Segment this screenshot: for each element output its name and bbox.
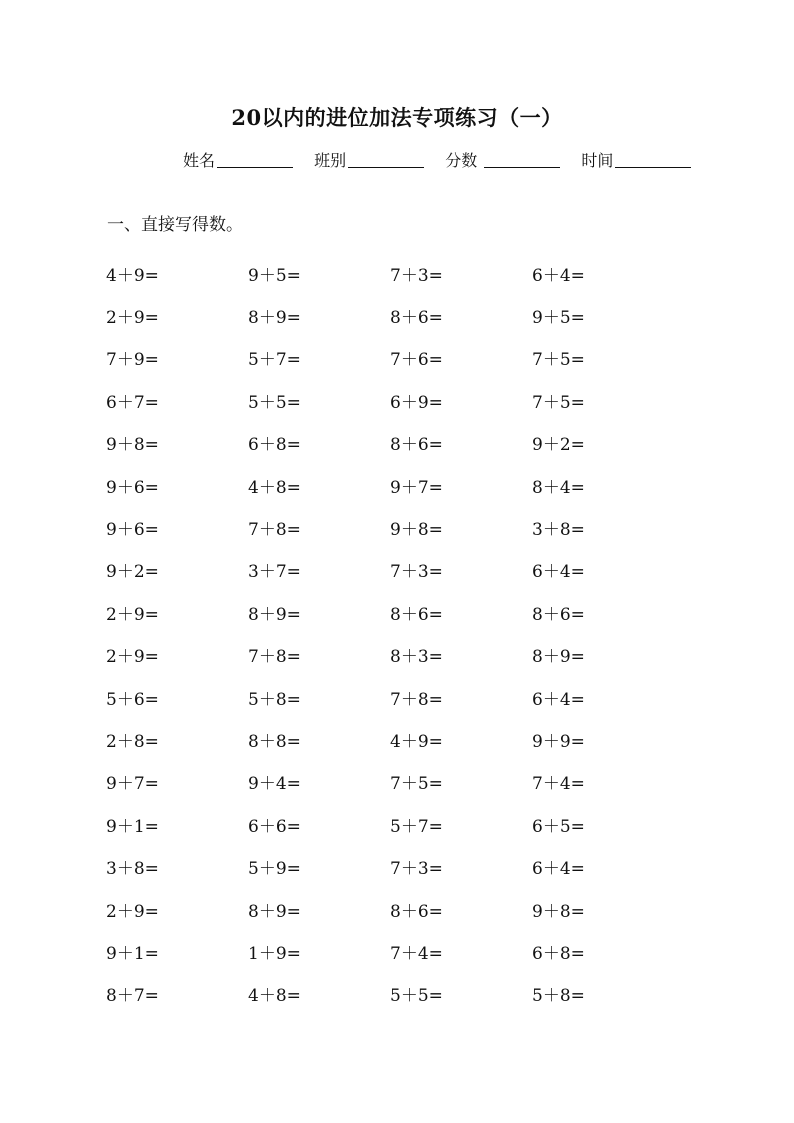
problem-item[interactable]: 5＋9= xyxy=(248,859,301,880)
problem-item[interactable]: 6＋5= xyxy=(532,816,585,837)
problem-row xyxy=(106,634,706,676)
problem-item[interactable]: 7＋4= xyxy=(390,943,443,964)
score-field xyxy=(445,148,560,171)
problem-item[interactable]: 9＋2= xyxy=(532,435,585,456)
problem-item[interactable]: 7＋9= xyxy=(106,350,159,371)
problem-row xyxy=(106,888,706,930)
problem-item[interactable]: 8＋7= xyxy=(106,986,159,1007)
problem-item[interactable]: 8＋6= xyxy=(532,604,585,625)
problem-row xyxy=(106,379,706,421)
problem-row xyxy=(106,676,706,718)
problem-item[interactable]: 9＋9= xyxy=(532,731,585,752)
problem-item[interactable]: 9＋8= xyxy=(390,520,443,541)
problem-item[interactable]: 3＋7= xyxy=(248,562,301,583)
problem-item[interactable]: 9＋1= xyxy=(106,816,159,837)
problem-item[interactable]: 5＋6= xyxy=(106,689,159,710)
problem-item[interactable]: 4＋8= xyxy=(248,477,301,498)
problem-item[interactable]: 6＋8= xyxy=(248,435,301,456)
problem-item[interactable]: 6＋6= xyxy=(248,816,301,837)
problem-row xyxy=(106,930,706,972)
name-label: 姓名 xyxy=(183,151,216,170)
problem-item[interactable]: 8＋6= xyxy=(390,308,443,329)
problem-row xyxy=(106,506,706,548)
problem-item[interactable]: 7＋4= xyxy=(532,774,585,795)
problem-row xyxy=(106,845,706,887)
problem-item[interactable]: 6＋4= xyxy=(532,859,585,880)
problem-row xyxy=(106,464,706,506)
problem-item[interactable]: 9＋1= xyxy=(106,943,159,964)
problem-item[interactable]: 8＋9= xyxy=(532,647,585,668)
problem-item[interactable]: 3＋8= xyxy=(532,520,585,541)
problem-row xyxy=(106,803,706,845)
problem-row xyxy=(106,252,706,294)
problem-item[interactable]: 6＋7= xyxy=(106,392,159,413)
problem-item[interactable]: 4＋9= xyxy=(390,731,443,752)
score-label: 分数 xyxy=(445,151,478,170)
problem-item[interactable]: 8＋4= xyxy=(532,477,585,498)
page-title: 20以内的进位加法专项练习（一） xyxy=(231,105,563,130)
name-blank[interactable] xyxy=(217,166,293,168)
problem-item[interactable]: 9＋5= xyxy=(248,265,301,286)
problem-item[interactable]: 6＋4= xyxy=(532,265,585,286)
time-blank[interactable] xyxy=(615,166,691,168)
problem-item[interactable]: 5＋5= xyxy=(248,392,301,413)
problem-row xyxy=(106,718,706,760)
score-blank[interactable] xyxy=(484,166,560,168)
problem-row xyxy=(106,973,706,1015)
problem-item[interactable]: 6＋9= xyxy=(390,392,443,413)
class-label: 班别 xyxy=(314,151,347,170)
class-field xyxy=(314,148,424,171)
problem-row xyxy=(106,549,706,591)
problem-item[interactable]: 7＋8= xyxy=(248,520,301,541)
problem-item[interactable]: 8＋3= xyxy=(390,647,443,668)
problem-item[interactable]: 1＋9= xyxy=(248,943,301,964)
problem-item[interactable]: 8＋8= xyxy=(248,731,301,752)
problem-item[interactable]: 9＋2= xyxy=(106,562,159,583)
problem-item[interactable]: 7＋5= xyxy=(390,774,443,795)
problem-item[interactable]: 7＋5= xyxy=(532,350,585,371)
problem-item[interactable]: 7＋8= xyxy=(390,689,443,710)
problem-item[interactable]: 7＋3= xyxy=(390,562,443,583)
problem-item[interactable]: 9＋4= xyxy=(248,774,301,795)
problem-item[interactable]: 7＋6= xyxy=(390,350,443,371)
problem-item[interactable]: 7＋3= xyxy=(390,265,443,286)
problem-item[interactable]: 9＋6= xyxy=(106,477,159,498)
problem-row xyxy=(106,294,706,336)
student-info-row xyxy=(183,148,691,171)
problem-item[interactable]: 2＋9= xyxy=(106,901,159,922)
problem-row xyxy=(106,337,706,379)
problem-item[interactable]: 2＋9= xyxy=(106,308,159,329)
problem-grid xyxy=(106,252,706,1015)
problem-item[interactable]: 8＋9= xyxy=(248,604,301,625)
problem-item[interactable]: 9＋5= xyxy=(532,308,585,329)
problem-item[interactable]: 2＋9= xyxy=(106,647,159,668)
problem-item[interactable]: 9＋8= xyxy=(106,435,159,456)
problem-item[interactable]: 9＋6= xyxy=(106,520,159,541)
problem-item[interactable]: 5＋5= xyxy=(390,986,443,1007)
problem-item[interactable]: 5＋7= xyxy=(248,350,301,371)
problem-item[interactable]: 8＋9= xyxy=(248,308,301,329)
problem-item[interactable]: 8＋6= xyxy=(390,604,443,625)
problem-item[interactable]: 8＋6= xyxy=(390,901,443,922)
problem-row xyxy=(106,422,706,464)
class-blank[interactable] xyxy=(348,166,424,168)
problem-item[interactable]: 4＋9= xyxy=(106,265,159,286)
problem-item[interactable]: 7＋3= xyxy=(390,859,443,880)
problem-item[interactable]: 2＋9= xyxy=(106,604,159,625)
problem-item[interactable]: 6＋4= xyxy=(532,562,585,583)
problem-row xyxy=(106,591,706,633)
section-heading: 一、直接写得数。 xyxy=(107,215,243,235)
problem-item[interactable]: 4＋8= xyxy=(248,986,301,1007)
problem-item[interactable]: 8＋9= xyxy=(248,901,301,922)
problem-item[interactable]: 9＋8= xyxy=(532,901,585,922)
problem-item[interactable]: 6＋4= xyxy=(532,689,585,710)
problem-item[interactable]: 7＋8= xyxy=(248,647,301,668)
problem-row xyxy=(106,761,706,803)
problem-item[interactable]: 3＋8= xyxy=(106,859,159,880)
problem-item[interactable]: 2＋8= xyxy=(106,731,159,752)
problem-item[interactable]: 5＋8= xyxy=(532,986,585,1007)
time-field xyxy=(581,148,691,171)
problem-item[interactable]: 9＋7= xyxy=(390,477,443,498)
problem-item[interactable]: 5＋7= xyxy=(390,816,443,837)
name-field xyxy=(183,148,293,171)
problem-item[interactable]: 5＋8= xyxy=(248,689,301,710)
problem-item[interactable]: 6＋8= xyxy=(532,943,585,964)
time-label: 时间 xyxy=(581,151,614,170)
problem-item[interactable]: 8＋6= xyxy=(390,435,443,456)
problem-item[interactable]: 7＋5= xyxy=(532,392,585,413)
problem-item[interactable]: 9＋7= xyxy=(106,774,159,795)
